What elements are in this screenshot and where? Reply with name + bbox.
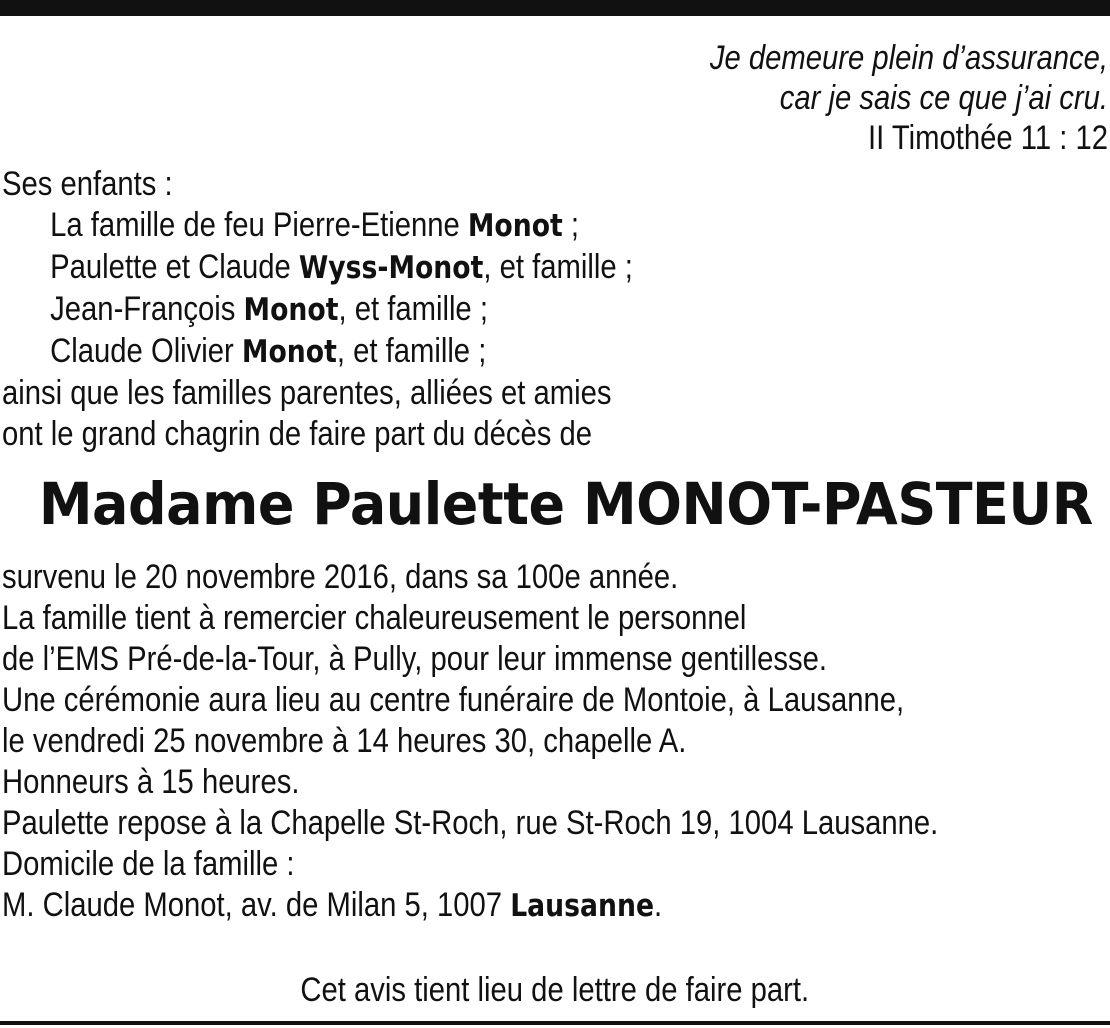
verse-reference: II Timothée 11 : 12: [867, 119, 1108, 157]
bottom-rule: [0, 1021, 1110, 1025]
bible-verse: [710, 38, 1108, 158]
child-suffix: , et famille ;: [483, 248, 633, 286]
announcement-line: ont le grand chagrin de faire part du décès de: [2, 415, 593, 453]
detail-line: Paulette repose à la Chapelle St-Roch, rue St-Roch 19, 1004 Lausanne.: [2, 804, 939, 842]
child-line: [2, 331, 633, 373]
address-prefix: M. Claude Monot, av. de Milan 5, 1007: [2, 886, 511, 924]
child-prefix: Paulette et Claude: [50, 248, 299, 286]
address-city: Lausanne: [510, 888, 655, 924]
child-line: [2, 205, 633, 247]
child-line: [2, 289, 633, 331]
deceased-name: Madame Paulette MONOT-PASTEUR: [38, 470, 1093, 538]
child-suffix: , et famille ;: [338, 290, 488, 328]
detail-line: La famille tient à remercier chaleureusement le personnel: [2, 599, 747, 637]
child-suffix: ;: [562, 206, 580, 244]
child-surname: Monot: [241, 334, 337, 370]
detail-line: de l’EMS Pré-de-la-Tour, à Pully, pour leur immense gentillesse.: [2, 640, 828, 678]
family-block: [2, 164, 633, 455]
child-suffix: , et famille ;: [336, 332, 487, 370]
detail-line: Domicile de la famille :: [2, 845, 295, 883]
detail-line: le vendredi 25 novembre à 14 heures 30, chapelle A.: [2, 722, 687, 760]
verse-line-2: car je sais ce que j’ai cru.: [779, 79, 1108, 117]
child-surname: Monot: [243, 292, 339, 328]
child-prefix: La famille de feu Pierre-Etienne: [50, 206, 468, 244]
verse-line-1: Je demeure plein d’assurance,: [709, 39, 1108, 77]
child-prefix: Claude Olivier: [50, 332, 242, 370]
address-suffix: .: [654, 886, 663, 924]
top-rule: [0, 0, 1110, 16]
detail-line: survenu le 20 novembre 2016, dans sa 100e année.: [2, 558, 679, 596]
footer-note: [0, 968, 1110, 1012]
relatives-line: ainsi que les familles parentes, alliées et amies: [2, 374, 612, 412]
child-surname: Monot: [467, 208, 563, 244]
footer-note-text: Cet avis tient lieu de lettre de faire part.: [300, 971, 810, 1009]
child-line: [2, 247, 633, 289]
child-prefix: Jean-François: [50, 290, 244, 328]
children-intro: Ses enfants :: [2, 165, 173, 203]
detail-line: Une cérémonie aura lieu au centre funéraire de Montoie, à Lausanne,: [2, 681, 905, 719]
detail-line: Honneurs à 15 heures.: [2, 763, 300, 801]
child-surname: Wyss-Monot: [298, 250, 484, 286]
details-block: [2, 557, 938, 927]
family-address: [2, 885, 938, 927]
